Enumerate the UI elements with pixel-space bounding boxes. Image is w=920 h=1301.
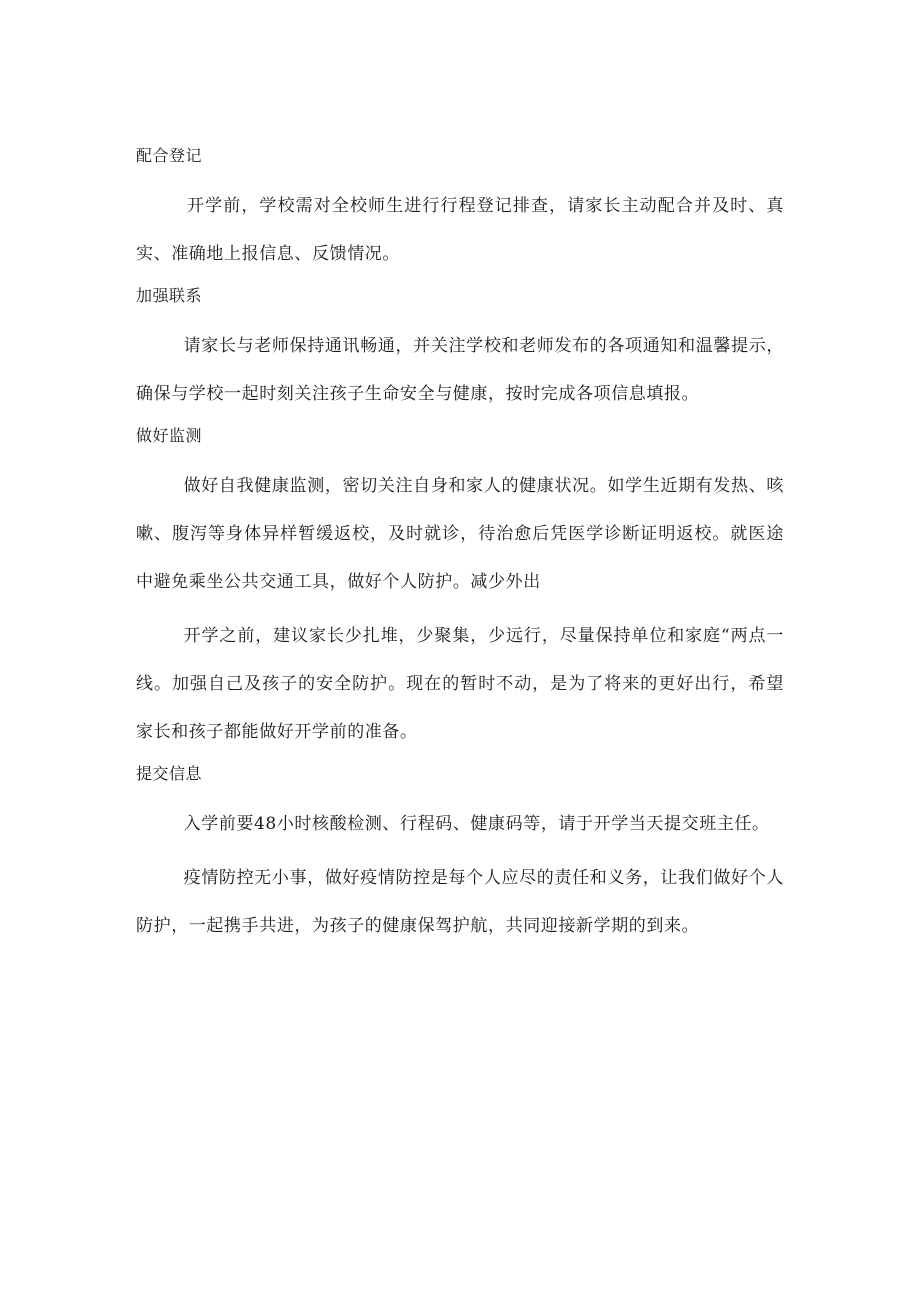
section-heading: 做好监测 xyxy=(136,426,203,445)
section-paragraph: 入学前要48小时核酸检测、行程码、健康码等，请于开学当天提交班主任。 xyxy=(183,814,770,834)
section-heading: 提交信息 xyxy=(136,764,203,783)
section-heading: 配合登记 xyxy=(136,146,203,165)
section-paragraph: 开学前，学校需对全校师生进行行程登记排查，请家长主动配合并及时、真实、准确地上报信息、反馈情况。 xyxy=(136,196,784,264)
section-paragraph: 做好自我健康监测，密切关注自身和家人的健康状况。如学生近期有发热、咳嗽、腹泻等身体异样暂缓返校，及时就诊，待治愈后凭医学诊断证明返校。就医途中避免乘坐公共交通工具，做好个人防护。减少外出 xyxy=(136,476,784,592)
section-paragraph: 疫情防控无小事，做好疫情防控是每个人应尽的责任和义务，让我们做好个人防护，一起携手共进，为孩子的健康保驾护航，共同迎接新学期的到来。 xyxy=(136,868,784,936)
section-paragraph: 开学之前，建议家长少扎堆，少聚集，少远行，尽量保持单位和家庭“两点一线。加强自己及孩子的安全防护。现在的暂时不动，是为了将来的更好出行，希望家长和孩子都能做好开学前的准备。 xyxy=(136,626,784,742)
section-heading: 加强联系 xyxy=(136,286,203,305)
document-body xyxy=(136,144,784,956)
section-paragraph: 请家长与老师保持通讯畅通，并关注学校和老师发布的各项通知和温馨提示，确保与学校一起时刻关注孩子生命安全与健康，按时完成各项信息填报。 xyxy=(136,336,784,404)
